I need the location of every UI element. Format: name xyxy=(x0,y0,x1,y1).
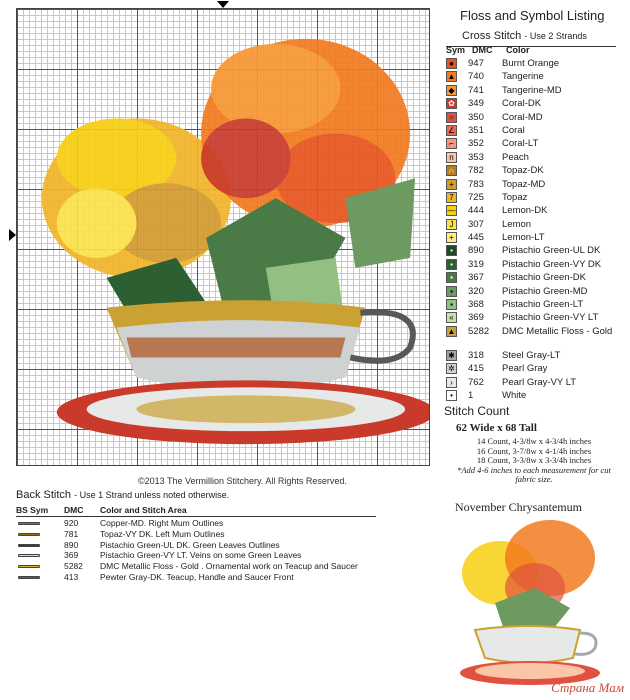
floss-color-name: Coral-MD xyxy=(502,111,543,123)
floss-dmc: 352 xyxy=(468,138,484,150)
header-dmc: DMC xyxy=(472,45,493,55)
floss-row xyxy=(444,231,624,244)
floss-row xyxy=(444,164,624,177)
floss-symbol: ○ xyxy=(446,112,457,123)
floss-row xyxy=(444,84,624,97)
floss-color-name: White xyxy=(502,389,527,401)
floss-dmc: 320 xyxy=(468,285,484,297)
back-stitch-note: - Use 1 Strand unless noted otherwise. xyxy=(74,490,230,500)
bs-header-dmc: DMC xyxy=(64,505,84,515)
floss-color-name: Coral-DK xyxy=(502,98,542,110)
stitch-wide-label: Wide x xyxy=(469,422,503,434)
floss-symbol: ✲ xyxy=(446,363,457,374)
floss-symbol: ▪ xyxy=(446,245,457,256)
header-sym: Sym xyxy=(446,45,466,55)
floss-symbol: n xyxy=(446,152,457,163)
floss-dmc: 5282 xyxy=(468,325,490,337)
floss-dmc: 415 xyxy=(468,363,484,375)
floss-dmc: 725 xyxy=(468,191,484,203)
floss-dmc: 783 xyxy=(468,178,484,190)
floss-row xyxy=(444,376,624,389)
floss-symbol: — xyxy=(447,206,456,216)
back-stitch-line-swatch xyxy=(18,533,40,536)
back-stitch-label: Back Stitch xyxy=(16,489,72,501)
floss-color-name: Steel Gray-LT xyxy=(502,349,561,361)
cross-stitch-chart xyxy=(16,8,430,466)
back-stitch-row xyxy=(16,529,396,540)
floss-row xyxy=(444,218,624,231)
floss-dmc: 319 xyxy=(468,258,484,270)
floss-dmc: 367 xyxy=(468,272,484,284)
floss-symbol: ⌐ xyxy=(446,138,457,149)
back-stitch-row xyxy=(16,540,396,551)
floss-row xyxy=(444,349,624,362)
floss-color-name: Peach xyxy=(502,151,529,163)
stitch-count-title: Stitch Count xyxy=(444,404,510,418)
floss-color-name: Pistachio Green-MD xyxy=(502,285,588,297)
back-stitch-line-swatch xyxy=(18,565,40,568)
floss-symbol: ∩ xyxy=(446,165,457,176)
floss-color-name: Topaz xyxy=(502,191,528,203)
floss-symbol: + xyxy=(446,232,457,243)
floss-dmc: 741 xyxy=(468,84,484,96)
bs-header-area: Color and Stitch Area xyxy=(100,505,187,515)
center-arrow-top xyxy=(217,1,229,8)
floss-dmc: 890 xyxy=(468,245,484,257)
floss-row xyxy=(444,137,624,150)
center-arrow-left xyxy=(9,229,16,241)
floss-color-name: DMC Metallic Floss - Gold xyxy=(502,325,613,337)
back-stitch-line-swatch xyxy=(18,554,40,557)
size-14-count: 14 Count, 4-3/8w x 4-3/4h inches xyxy=(476,436,592,446)
floss-symbol: ▲ xyxy=(447,72,456,82)
cross-stitch-note: - Use 2 Strands xyxy=(524,31,587,41)
bs-header-sym: BS Sym xyxy=(16,505,49,515)
cross-stitch-label: Cross Stitch xyxy=(462,30,522,42)
floss-color-name: Pistachio Green-LT xyxy=(502,299,584,311)
stitch-tall-label: Tall xyxy=(518,422,537,434)
bs-dmc: 920 xyxy=(64,518,79,528)
floss-color-name: Pistachio Green-VY LT xyxy=(502,312,599,324)
floss-color-name: Coral xyxy=(502,124,525,136)
floss-color-name: Topaz-DK xyxy=(502,165,544,177)
watermark: Страна Мам xyxy=(551,680,624,695)
floss-dmc: 782 xyxy=(468,165,484,177)
floss-color-name: Coral-LT xyxy=(502,138,539,150)
floss-row xyxy=(444,57,624,70)
bs-dmc: 369 xyxy=(64,550,79,561)
stitch-tall: 68 xyxy=(505,422,517,434)
floss-row xyxy=(444,191,624,204)
floss-row xyxy=(444,258,624,271)
floss-symbol: ▪ xyxy=(446,299,457,310)
floss-dmc: 353 xyxy=(468,151,484,163)
back-stitch-line-swatch xyxy=(18,576,40,579)
floss-symbol: ◆ xyxy=(446,85,457,96)
floss-row xyxy=(444,325,624,349)
floss-dmc: 351 xyxy=(468,124,484,136)
floss-row xyxy=(444,311,624,324)
back-stitch-row xyxy=(16,561,396,572)
floss-symbol: + xyxy=(446,179,457,190)
bs-dmc: 890 xyxy=(64,539,79,550)
preview-title: November Chrysantemum xyxy=(455,500,582,514)
floss-dmc: 368 xyxy=(468,299,484,311)
floss-symbol: ∠ xyxy=(447,125,456,135)
size-16-count: 16 Count, 3-7/8w x 4-1/4h inches xyxy=(476,445,592,456)
back-stitch-title xyxy=(16,489,229,501)
finished-preview-image xyxy=(455,518,605,690)
floss-row xyxy=(444,97,624,110)
bs-description: DMC Metallic Floss - Gold . Ornamental work on Teacup and Saucer xyxy=(100,561,358,572)
cross-stitch-subtitle xyxy=(462,30,587,42)
bs-description: Topaz-VY DK. Left Mum Outlines xyxy=(100,528,225,539)
floss-color-name: Topaz-MD xyxy=(502,178,546,190)
header-color: Color xyxy=(506,45,530,55)
back-stitch-row xyxy=(16,572,396,583)
floss-symbol: ● xyxy=(446,58,457,69)
back-stitch-row xyxy=(16,550,396,561)
stitch-dimensions xyxy=(456,422,537,434)
floss-symbol: • xyxy=(446,390,457,401)
floss-color-name: Burnt Orange xyxy=(502,58,560,69)
floss-color-name: Tangerine-MD xyxy=(502,84,562,96)
floss-dmc: 1 xyxy=(468,389,474,401)
floss-symbol: ▲ xyxy=(447,326,456,336)
floss-color-name: Pearl Gray-VY LT xyxy=(502,376,577,388)
floss-symbol: J xyxy=(446,219,457,230)
back-stitch-list xyxy=(16,518,396,583)
floss-color-name: Pistachio Green-UL DK xyxy=(502,245,601,257)
bs-description: Pistachio Green-UL DK. Green Leaves Outlines xyxy=(100,539,280,550)
floss-row xyxy=(444,362,624,375)
floss-dmc: 740 xyxy=(468,71,484,83)
floss-symbol: ▪ xyxy=(446,259,457,270)
floss-symbol: ✿ xyxy=(446,98,457,109)
floss-row xyxy=(444,285,624,298)
floss-color-name: Lemon-DK xyxy=(502,205,548,217)
floss-symbol: ▪ xyxy=(446,286,457,297)
floss-color-name: Lemon-LT xyxy=(502,232,545,244)
floss-list xyxy=(444,57,624,402)
floss-dmc: 307 xyxy=(468,218,484,230)
floss-symbol: « xyxy=(446,312,457,323)
floss-table-header xyxy=(446,45,616,55)
stitch-count-sizes xyxy=(446,437,622,485)
floss-dmc: 349 xyxy=(468,98,484,110)
floss-symbol: ✱ xyxy=(446,350,457,361)
back-stitch-line-swatch xyxy=(18,544,40,547)
chart-artwork xyxy=(17,9,429,465)
floss-color-name: Pearl Gray xyxy=(502,363,548,375)
floss-row xyxy=(444,70,624,83)
floss-dmc: 318 xyxy=(468,349,484,361)
back-stitch-row xyxy=(16,518,396,529)
floss-symbol: 7 xyxy=(446,192,457,203)
floss-row xyxy=(444,178,624,191)
bs-description: Copper-MD. Right Mum Outlines xyxy=(100,518,224,528)
teacup xyxy=(57,300,429,444)
bs-dmc: 5282 xyxy=(64,561,83,572)
floss-color-name: Pistachio Green-DK xyxy=(502,272,586,284)
floss-symbol: ▪ xyxy=(446,272,457,283)
bs-description: Pistachio Green-VY LT. Veins on some Green Leaves xyxy=(100,550,302,561)
floss-color-name: Lemon xyxy=(502,218,532,230)
copyright-text: ©2013 The Vermillion Stitchery. All Rights Reserved. xyxy=(138,476,347,486)
floss-row xyxy=(444,204,624,217)
floss-title: Floss and Symbol Listing xyxy=(460,8,605,23)
floss-color-name: Tangerine xyxy=(502,71,544,83)
back-stitch-header xyxy=(16,505,376,517)
floss-row xyxy=(444,389,624,402)
stitch-wide: 62 xyxy=(456,422,467,434)
floss-dmc: 762 xyxy=(468,376,484,388)
floss-color-name: Pistachio Green-VY DK xyxy=(502,258,602,270)
floss-row xyxy=(444,151,624,164)
floss-row xyxy=(444,244,624,257)
bs-description: Pewter Gray-DK. Teacup, Handle and Saucer Front xyxy=(100,571,294,582)
floss-row xyxy=(444,124,624,137)
floss-row xyxy=(444,111,624,124)
back-stitch-line-swatch xyxy=(18,522,40,525)
floss-row xyxy=(444,298,624,311)
floss-dmc: 369 xyxy=(468,312,484,324)
floss-dmc: 947 xyxy=(468,58,484,69)
bs-dmc: 413 xyxy=(64,571,79,582)
fabric-note: *Add 4-6 inches to each measurement for cut fabric size. xyxy=(457,464,611,484)
floss-row xyxy=(444,271,624,284)
bs-dmc: 781 xyxy=(64,528,79,539)
size-18-count: 18 Count, 3-3/8w x 3-3/4h inches xyxy=(476,455,592,465)
floss-symbol: › xyxy=(446,377,457,388)
floss-dmc: 350 xyxy=(468,111,484,123)
floss-dmc: 444 xyxy=(468,205,484,217)
floss-dmc: 445 xyxy=(468,232,484,244)
